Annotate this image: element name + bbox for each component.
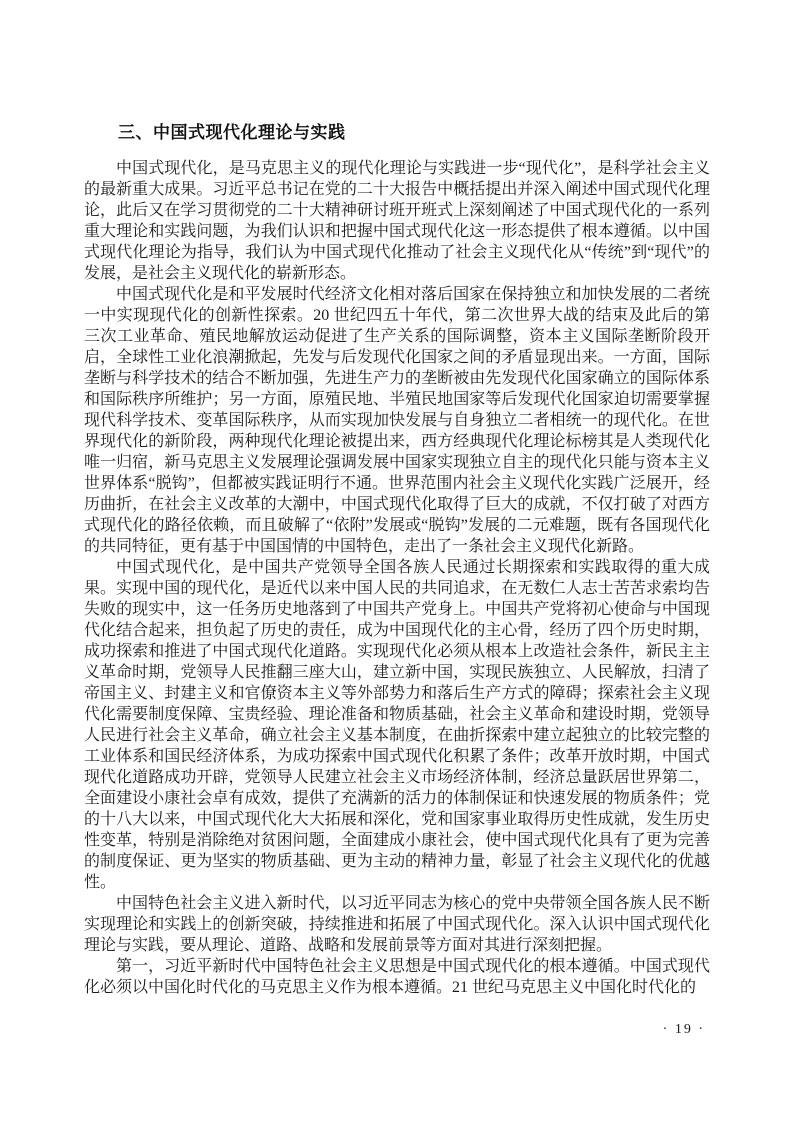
section-heading: 三、中国式现代化理论与实践 bbox=[118, 123, 346, 142]
body-paragraph-5: 第一，习近平新时代中国特色社会主义思想是中国式现代化的根本遵循。中国式现代化必须以中国化时代化的马克思主义作为根本遵循。21 世纪马克思主义中国化时代化的 bbox=[84, 958, 710, 996]
page-number: · 19 · bbox=[662, 1022, 705, 1037]
body-paragraph-2: 中国式现代化是和平发展时代经济文化相对落后国家在保持独立和加快发展的二者统一中实现现代化的创新性探索。20 世纪四五十年代，第二次世界大战的结束及此后的第三次工业革命、殖民地解放运动促进了生产关系的国际调整，资本主义国际垄断阶段开启，全球性工业化浪潮掀起，先发与后发现代化国家之间的矛盾显现出来。一方面，国际垄断与科学技术的结合不断加强，先进生产力的垄断被由先发现代化国家确立的国际体系和国际秩序所维护；另一方面，原殖民地、半殖民地国家等后发现代化国家迫切需要掌握现代科学技术、变革国际秩序，从而实现加快发展与自身独立二者相统一的现代化。在世界现代化的新阶段，两种现代化理论被提出来，西方经典现代化理论标榜其是人类现代化唯一归宿，新马克思主义发展理论强调发展中国家实现独立自主的现代化只能与资本主义世界体系“脱钩”，但都被实践证明行不通。世界范围内社会主义现代化实践广泛展开，经历曲折，在社会主义改革的大潮中，中国式现代化取得了巨大的成就，不仅打破了对西方式现代化的路径依赖，而且破解了“依附”发展或“脱钩”发展的二元难题，既有各国现代化的共同特征，更有基于中国国情的中国特色，走出了一条社会主义现代化新路。 bbox=[84, 286, 710, 555]
body-text bbox=[84, 158, 710, 998]
body-paragraph-1: 中国式现代化，是马克思主义的现代化理论与实践进一步“现代化”，是科学社会主义的最新重大成果。习近平总书记在党的二十大报告中概括提出并深入阐述中国式现代化理论，此后又在学习贯彻党的二十大精神研讨班开班式上深刻阐述了中国式现代化的一系列重大理论和实践问题，为我们认识和把握中国式现代化这一形态提供了根本遵循。以中国式现代化理论为指导，我们认为中国式现代化推动了社会主义现代化从“传统”到“现代”的发展，是社会主义现代化的崭新形态。 bbox=[84, 160, 710, 282]
body-paragraph-3: 中国式现代化，是中国共产党领导全国各族人民通过长期探索和实践取得的重大成果。实现中国的现代化，是近代以来中国人民的共同追求，在无数仁人志士苦苦求索均告失败的现实中，这一任务历史地落到了中国共产党身上。中国共产党将初心使命与中国现代化结合起来，担负起了历史的责任，成为中国现代化的主心骨，经历了四个历史时期，成功探索和推进了中国式现代化道路。实现现代化必须从根本上改造社会条件，新民主主义革命时期，党领导人民推翻三座大山，建立新中国，实现民族独立、人民解放，扫清了帝国主义、封建主义和官僚资本主义等外部势力和落后生产方式的障碍；探索社会主义现代化需要制度保障、宝贵经验、理论准备和物质基础，社会主义革命和建设时期，党领导人民进行社会主义革命，确立社会主义基本制度，在曲折探索中建立起独立的比较完整的工业体系和国民经济体系，为成功探索中国式现代化积累了条件；改革开放时期，中国式现代化道路成功开辟，党领导人民建立社会主义市场经济体制，经济总量跃居世界第二，全面建设小康社会卓有成效，提供了充满新的活力的体制保证和快速发展的物质条件；党的十八大以来，中国式现代化大大拓展和深化，党和国家事业取得历史性成就，发生历史性变革，特别是消除绝对贫困问题，全面建成小康社会，使中国式现代化具有了更为完善的制度保证、更为坚实的物质基础、更为主动的精神力量，彰显了社会主义现代化的优越性。 bbox=[84, 559, 710, 891]
body-paragraph-4: 中国特色社会主义进入新时代，以习近平同志为核心的党中央带领全国各族人民不断实现理论和实践上的创新突破，持续推进和拓展了中国式现代化。深入认识中国式现代化理论与实践，要从理论、道路、战略和发展前景等方面对其进行深刻把握。 bbox=[84, 895, 710, 954]
